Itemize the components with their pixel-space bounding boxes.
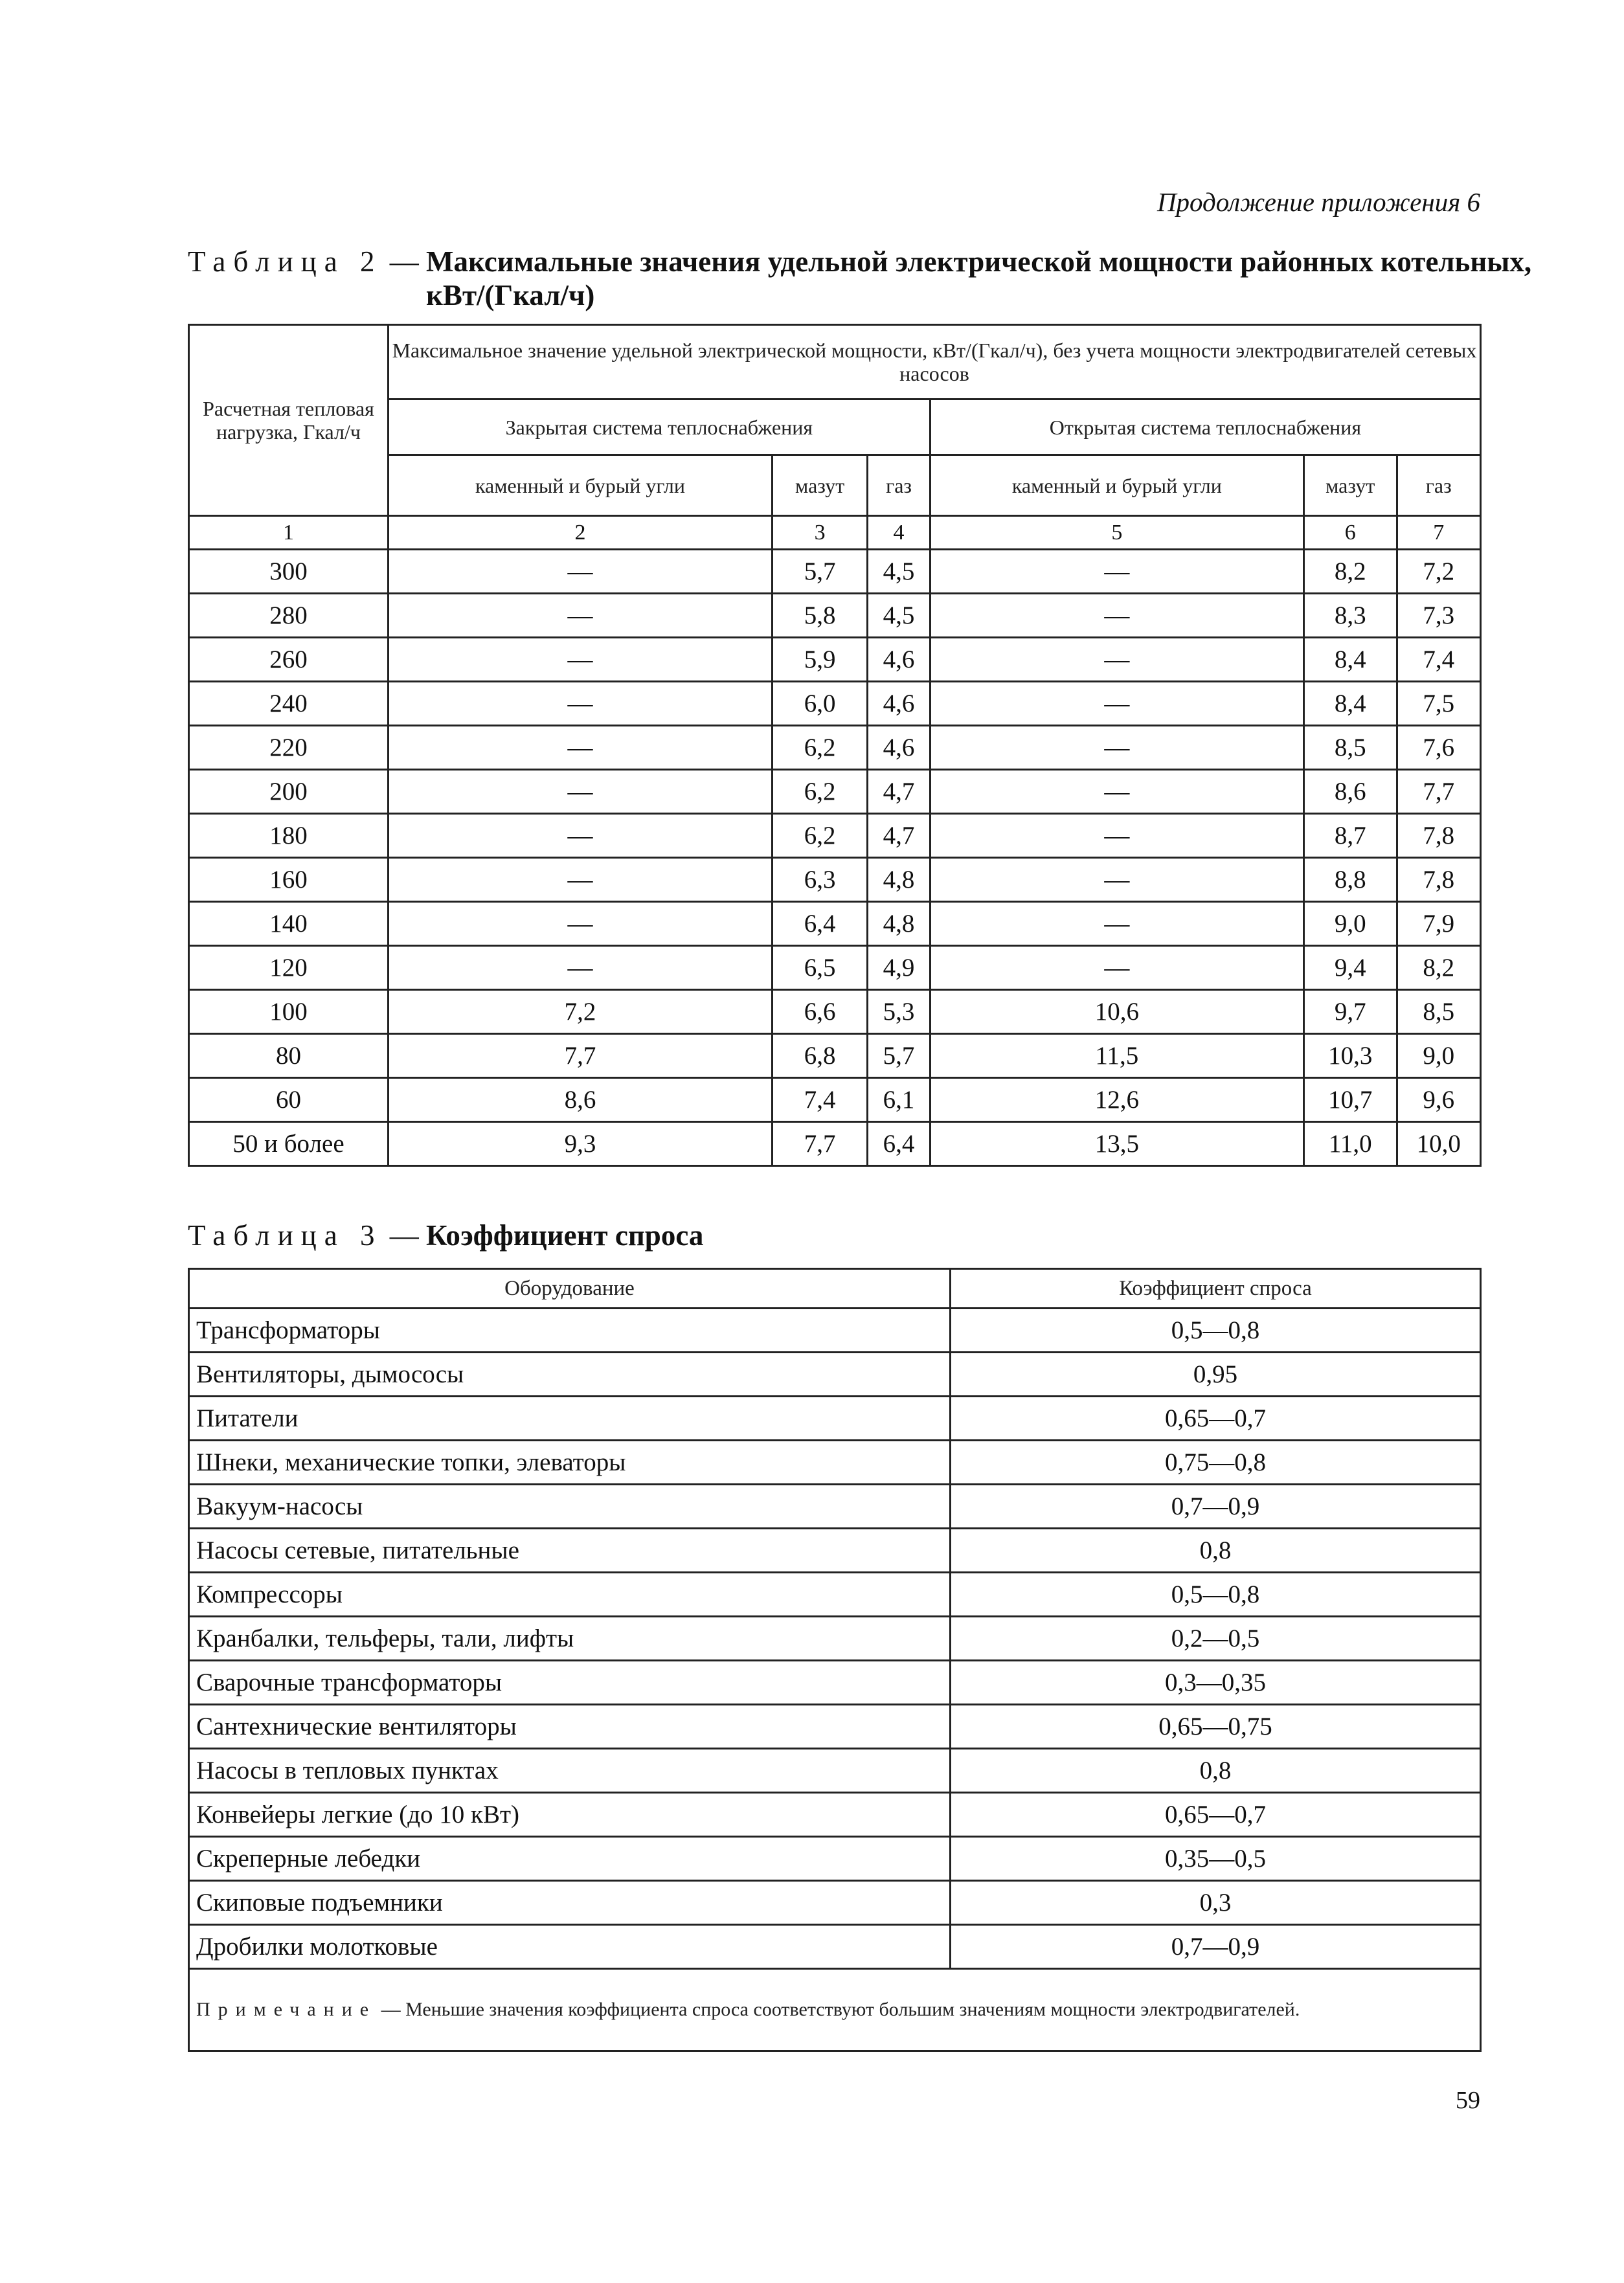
table-row	[189, 638, 1481, 682]
value-cell: 4,5	[868, 550, 930, 594]
value-cell: 5,9	[772, 638, 867, 682]
value-cell: 8,7	[1303, 814, 1397, 858]
equipment-cell: Шнеки, механические топки, элеваторы	[189, 1441, 951, 1485]
equipment-cell: Дробилки молотковые	[189, 1925, 951, 1969]
header-open-system: Открытая система теплоснабжения	[930, 399, 1480, 455]
value-cell: 9,7	[1303, 990, 1397, 1034]
equipment-cell: Кранбалки, тельферы, тали, лифты	[189, 1617, 951, 1661]
value-cell: —	[930, 902, 1303, 946]
table-row	[189, 1925, 1481, 1969]
table2-title-line2: кВт/(Гкал/ч)	[426, 279, 595, 311]
value-cell: —	[389, 814, 773, 858]
table-row	[189, 1749, 1481, 1793]
value-cell: 8,5	[1397, 990, 1480, 1034]
value-cell: —	[389, 858, 773, 902]
table2-title-line1: Максимальные значения удельной электрической мощности районных котельных,	[425, 245, 1532, 278]
value-cell: —	[389, 594, 773, 638]
value-cell: 5,3	[868, 990, 930, 1034]
header-open-coal: каменный и бурый угли	[930, 455, 1303, 516]
value-cell: 8,2	[1397, 946, 1480, 990]
value-cell: —	[930, 946, 1303, 990]
table2-label: Таблица 2	[188, 245, 383, 278]
table-row	[189, 1881, 1481, 1925]
column-number: 5	[930, 516, 1303, 550]
value-cell: —	[389, 550, 773, 594]
value-cell: 4,7	[868, 814, 930, 858]
value-cell: 4,8	[868, 858, 930, 902]
table-row	[189, 682, 1481, 726]
coefficient-cell: 0,75—0,8	[951, 1441, 1481, 1485]
value-cell: 10,0	[1397, 1122, 1480, 1166]
value-cell: 7,4	[1397, 638, 1480, 682]
load-cell: 300	[189, 550, 389, 594]
value-cell: —	[389, 902, 773, 946]
value-cell: 7,3	[1397, 594, 1480, 638]
coefficient-cell: 0,65—0,7	[951, 1793, 1481, 1837]
value-cell: 6,5	[772, 946, 867, 990]
equipment-cell: Вакуум-насосы	[189, 1485, 951, 1529]
value-cell: —	[930, 682, 1303, 726]
load-cell: 280	[189, 594, 389, 638]
equipment-cell: Сварочные трансформаторы	[189, 1661, 951, 1705]
column-number: 7	[1397, 516, 1480, 550]
load-cell: 200	[189, 770, 389, 814]
equipment-cell: Насосы в тепловых пунктах	[189, 1749, 951, 1793]
value-cell: 4,5	[868, 594, 930, 638]
equipment-cell: Компрессоры	[189, 1573, 951, 1617]
value-cell: 4,9	[868, 946, 930, 990]
column-number: 6	[1303, 516, 1397, 550]
value-cell: 13,5	[930, 1122, 1303, 1166]
value-cell: 4,6	[868, 638, 930, 682]
value-cell: 6,1	[868, 1078, 930, 1122]
column-number: 3	[772, 516, 867, 550]
column-number: 4	[868, 516, 930, 550]
table-row	[189, 1837, 1481, 1881]
load-cell: 260	[189, 638, 389, 682]
value-cell: 9,6	[1397, 1078, 1480, 1122]
value-cell: 7,9	[1397, 902, 1480, 946]
equipment-cell: Конвейеры легкие (до 10 кВт)	[189, 1793, 951, 1837]
table3-title-text: Коэффициент спроса	[425, 1219, 704, 1252]
value-cell: 7,8	[1397, 814, 1480, 858]
value-cell: 7,4	[772, 1078, 867, 1122]
value-cell: 5,7	[868, 1034, 930, 1078]
value-cell: 8,8	[1303, 858, 1397, 902]
table-row	[189, 1529, 1481, 1573]
coefficient-cell: 0,2—0,5	[951, 1617, 1481, 1661]
equipment-cell: Питатели	[189, 1397, 951, 1441]
note-label: Примечание	[196, 1999, 377, 2020]
coefficient-cell: 0,65—0,7	[951, 1397, 1481, 1441]
value-cell: 11,5	[930, 1034, 1303, 1078]
table-row	[189, 814, 1481, 858]
value-cell: 8,6	[1303, 770, 1397, 814]
value-cell: —	[930, 770, 1303, 814]
value-cell: 12,6	[930, 1078, 1303, 1122]
value-cell: 10,6	[930, 990, 1303, 1034]
value-cell: —	[389, 726, 773, 770]
value-cell: 6,3	[772, 858, 867, 902]
table-row	[189, 1705, 1481, 1749]
load-cell: 120	[189, 946, 389, 990]
value-cell: 6,8	[772, 1034, 867, 1078]
value-cell: 8,3	[1303, 594, 1397, 638]
equipment-cell: Скреперные лебедки	[189, 1837, 951, 1881]
table3	[188, 1268, 1482, 2052]
value-cell: 6,0	[772, 682, 867, 726]
value-cell: 4,6	[868, 682, 930, 726]
load-cell: 60	[189, 1078, 389, 1122]
value-cell: 6,6	[772, 990, 867, 1034]
value-cell: 6,4	[868, 1122, 930, 1166]
coefficient-cell: 0,35—0,5	[951, 1837, 1481, 1881]
table2	[188, 324, 1482, 1167]
equipment-cell: Насосы сетевые, питательные	[189, 1529, 951, 1573]
header-closed-system: Закрытая система теплоснабжения	[389, 399, 930, 455]
value-cell: 4,7	[868, 770, 930, 814]
value-cell: 7,5	[1397, 682, 1480, 726]
header-equipment: Оборудование	[189, 1269, 951, 1309]
table-row	[189, 1441, 1481, 1485]
load-cell: 240	[189, 682, 389, 726]
table-row	[189, 1617, 1481, 1661]
coefficient-cell: 0,5—0,8	[951, 1309, 1481, 1353]
page-number: 59	[1456, 2087, 1480, 2114]
load-cell: 100	[189, 990, 389, 1034]
table-row	[189, 1122, 1481, 1166]
equipment-cell: Трансформаторы	[189, 1309, 951, 1353]
coefficient-cell: 0,7—0,9	[951, 1925, 1481, 1969]
table-row	[189, 594, 1481, 638]
value-cell: —	[930, 814, 1303, 858]
value-cell: 6,2	[772, 770, 867, 814]
value-cell: —	[389, 946, 773, 990]
value-cell: 7,7	[389, 1034, 773, 1078]
value-cell: —	[389, 638, 773, 682]
value-cell: —	[930, 550, 1303, 594]
table-row	[189, 726, 1481, 770]
coefficient-cell: 0,8	[951, 1529, 1481, 1573]
equipment-cell: Сантехнические вентиляторы	[189, 1705, 951, 1749]
value-cell: —	[930, 726, 1303, 770]
table3-note	[189, 1969, 1481, 2051]
header-closed-fuel-oil: мазут	[772, 455, 867, 516]
equipment-cell: Вентиляторы, дымососы	[189, 1353, 951, 1397]
value-cell: 5,7	[772, 550, 867, 594]
value-cell: 7,2	[1397, 550, 1480, 594]
value-cell: 9,0	[1303, 902, 1397, 946]
value-cell: 10,7	[1303, 1078, 1397, 1122]
value-cell: 7,7	[1397, 770, 1480, 814]
coefficient-cell: 0,95	[951, 1353, 1481, 1397]
coefficient-cell: 0,8	[951, 1749, 1481, 1793]
table-row	[189, 1661, 1481, 1705]
table3-title	[188, 1219, 703, 1252]
running-header: Продолжение приложения 6	[1156, 187, 1480, 217]
value-cell: 7,6	[1397, 726, 1480, 770]
value-cell: 5,8	[772, 594, 867, 638]
table-row	[189, 858, 1481, 902]
value-cell: 9,0	[1397, 1034, 1480, 1078]
header-main: Максимальное значение удельной электрической мощности, кВт/(Гкал/ч), без учета мощности электродвигателей сетевых насосов	[389, 325, 1481, 399]
equipment-cell: Скиповые подъемники	[189, 1881, 951, 1925]
coefficient-cell: 0,3—0,35	[951, 1661, 1481, 1705]
value-cell: —	[930, 594, 1303, 638]
value-cell: —	[389, 770, 773, 814]
value-cell: 6,4	[772, 902, 867, 946]
note-text: — Меньшие значения коэффициента спроса соответствуют большим значениям мощности электродвигателей.	[381, 1999, 1300, 2020]
header-closed-gas: газ	[868, 455, 930, 516]
header-open-fuel-oil: мазут	[1303, 455, 1397, 516]
column-number-row	[189, 516, 1481, 550]
value-cell: 8,4	[1303, 682, 1397, 726]
header-open-gas: газ	[1397, 455, 1480, 516]
value-cell: 9,3	[389, 1122, 773, 1166]
value-cell: —	[930, 858, 1303, 902]
value-cell: 4,8	[868, 902, 930, 946]
table-row	[189, 1309, 1481, 1353]
load-cell: 80	[189, 1034, 389, 1078]
value-cell: 10,3	[1303, 1034, 1397, 1078]
value-cell: —	[389, 682, 773, 726]
load-cell: 160	[189, 858, 389, 902]
table-row	[189, 1793, 1481, 1837]
coefficient-cell: 0,3	[951, 1881, 1481, 1925]
value-cell: 7,7	[772, 1122, 867, 1166]
value-cell: 6,2	[772, 726, 867, 770]
table-row	[189, 902, 1481, 946]
coefficient-cell: 0,5—0,8	[951, 1573, 1481, 1617]
value-cell: 8,2	[1303, 550, 1397, 594]
header-load: Расчетная тепловая нагрузка, Гкал/ч	[189, 325, 389, 516]
table-row	[189, 770, 1481, 814]
load-cell: 180	[189, 814, 389, 858]
load-cell: 50 и более	[189, 1122, 389, 1166]
coefficient-cell: 0,65—0,75	[951, 1705, 1481, 1749]
table3-dash: —	[389, 1219, 419, 1252]
coefficient-cell: 0,7—0,9	[951, 1485, 1481, 1529]
column-number: 2	[389, 516, 773, 550]
value-cell: 11,0	[1303, 1122, 1397, 1166]
header-closed-coal: каменный и бурый угли	[389, 455, 773, 516]
value-cell: 6,2	[772, 814, 867, 858]
table3-label: Таблица 3	[188, 1219, 383, 1252]
value-cell: —	[930, 638, 1303, 682]
table-row	[189, 946, 1481, 990]
value-cell: 9,4	[1303, 946, 1397, 990]
value-cell: 8,6	[389, 1078, 773, 1122]
value-cell: 7,2	[389, 990, 773, 1034]
table-row	[189, 990, 1481, 1034]
table2-dash: —	[389, 245, 419, 278]
value-cell: 8,5	[1303, 726, 1397, 770]
column-number: 1	[189, 516, 389, 550]
value-cell: 7,8	[1397, 858, 1480, 902]
value-cell: 4,6	[868, 726, 930, 770]
value-cell: 8,4	[1303, 638, 1397, 682]
table-row	[189, 550, 1481, 594]
table-row	[189, 1397, 1481, 1441]
table-row	[189, 1353, 1481, 1397]
table-row	[189, 1078, 1481, 1122]
load-cell: 140	[189, 902, 389, 946]
table-row	[189, 1485, 1481, 1529]
load-cell: 220	[189, 726, 389, 770]
table-row	[189, 1573, 1481, 1617]
table2-title	[188, 245, 1531, 312]
header-coefficient: Коэффициент спроса	[951, 1269, 1481, 1309]
table-row	[189, 1034, 1481, 1078]
